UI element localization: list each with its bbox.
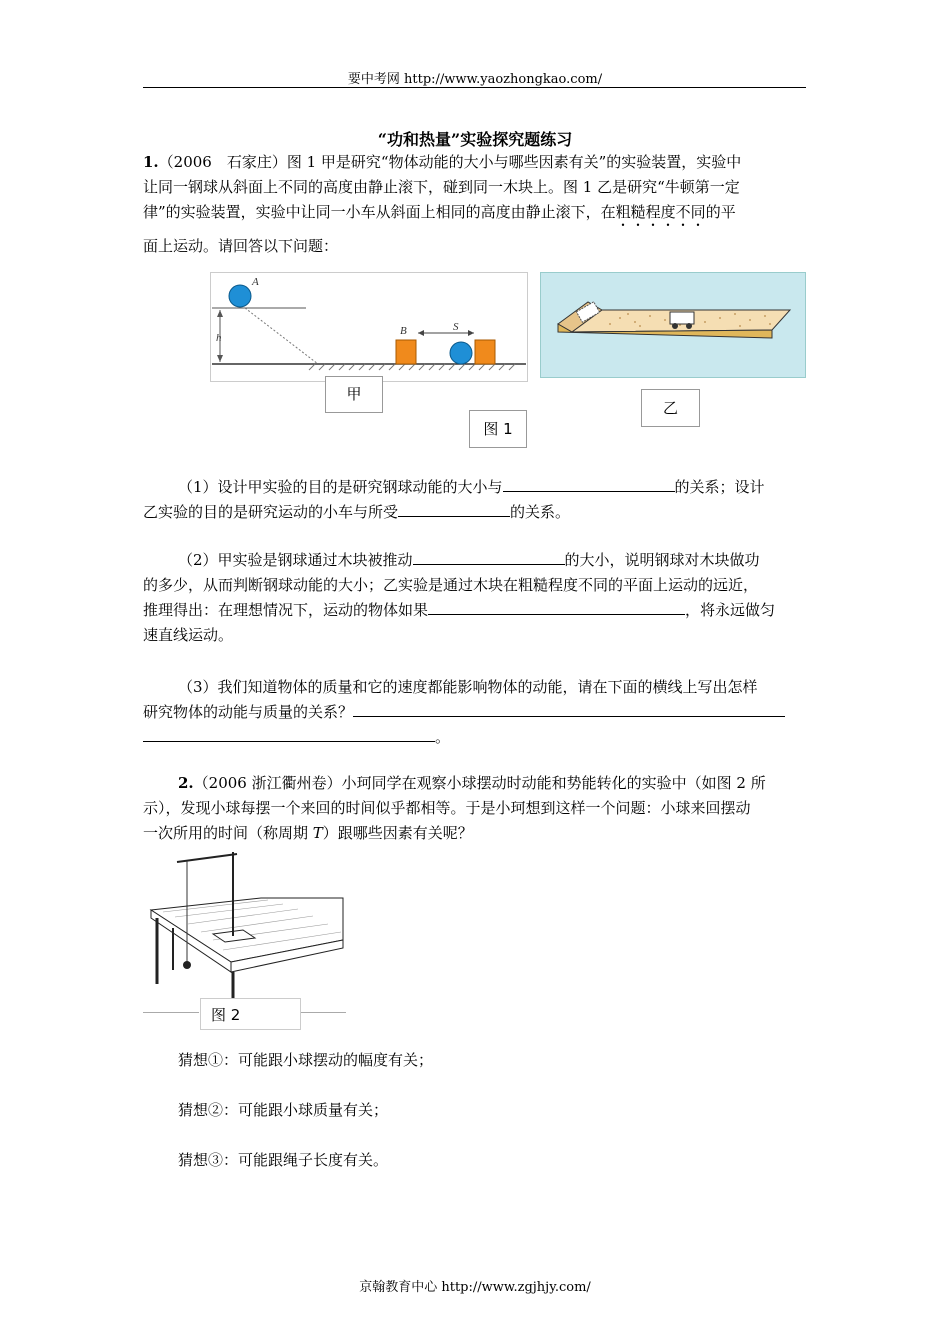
q1-part-2: （2）甲实验是钢球通过木块被推动 的大小，说明钢球对木块做功 的多少，从而判断钢球动能的大小；乙实验是通过木块在粗糙程度不同的平面上运动的远近， 推理得出：在理想情况下，运动的物体如果 ，将永远做匀 速直线运动。 — [143, 551, 776, 644]
q1-part-1: （1）设计甲实验的目的是研究钢球动能的大小与 的关系；设计 乙实验的目的是研究运动的小车与所受 的关系。 — [143, 478, 765, 521]
question-number: 1. — [143, 153, 159, 171]
steel-ball — [450, 342, 472, 364]
q1-part-3: （3）我们知道物体的质量和它的速度都能影响物体的动能，请在下面的横线上写出怎样 研究物体的动能与质量的关系？ 。 — [143, 675, 813, 750]
question-2-intro: 2.（2006 浙江衢州卷）小珂同学在观察小球摆动时动能和势能转化的实验中（如图 2 所 示），发现小球每摆一个来回的时间似乎都相等。于是小珂想到这样一个问题：小球来回摆动 一次所用的时间（称周期 T）跟哪些因素有关呢？ — [143, 774, 766, 842]
figure-1-caption: 图 1 — [469, 410, 527, 448]
label-a: A — [252, 276, 259, 288]
answer-blank[interactable] — [503, 476, 675, 492]
answer-blank[interactable] — [143, 726, 435, 742]
label-yi: 乙 — [641, 389, 700, 427]
guess-1: 猜想①：可能跟小球摆动的幅度有关； — [178, 1051, 434, 1069]
answer-blank[interactable] — [428, 599, 685, 615]
label-s: S — [453, 321, 459, 333]
stand-arm — [177, 854, 237, 862]
emphasis-text: 粗糙程度不同 — [615, 203, 706, 221]
label-h: h — [216, 332, 222, 344]
figure-2-caption: 图 2 — [200, 998, 301, 1030]
wood-block — [475, 340, 495, 364]
answer-blank[interactable] — [398, 501, 510, 517]
steel-ball-a — [229, 285, 251, 307]
wood-block-b — [396, 340, 416, 364]
label-b: B — [400, 325, 407, 337]
figure-1-yi-diagram — [540, 272, 806, 378]
guess-3: 猜想③：可能跟绳子长度有关。 — [178, 1151, 389, 1169]
answer-blank[interactable] — [353, 701, 785, 717]
guess-2: 猜想②：可能跟小球质量有关； — [178, 1101, 389, 1119]
answer-blank[interactable] — [413, 549, 565, 565]
header-rule — [143, 87, 806, 88]
figure-1-jia-diagram — [210, 272, 528, 382]
page-title: “功和热量”实验探究题练习 — [377, 130, 573, 149]
page-header: 要中考网 http://www.yaozhongkao.com/ — [347, 72, 603, 87]
question-number: 2. — [178, 774, 194, 792]
question-1-intro: 1.（2006 石家庄）图 1 甲是研究“物体动能的大小与哪些因素有关”的实验装置，实验中 让同一钢球从斜面上不同的高度由静止滚下，碰到同一木块上。图 1 乙是研究“牛顿第一定 律”的实验装置，实验中让同一小车从斜面上相同的高度由静止滚下，在粗糙程度不同的平 面上运动。请回答以下问题： — [143, 153, 742, 255]
label-jia: 甲 — [325, 376, 383, 413]
page-footer: 京翰教育中心 http://www.zgjhjy.com/ — [359, 1280, 591, 1295]
pendulum-ball — [183, 961, 191, 969]
